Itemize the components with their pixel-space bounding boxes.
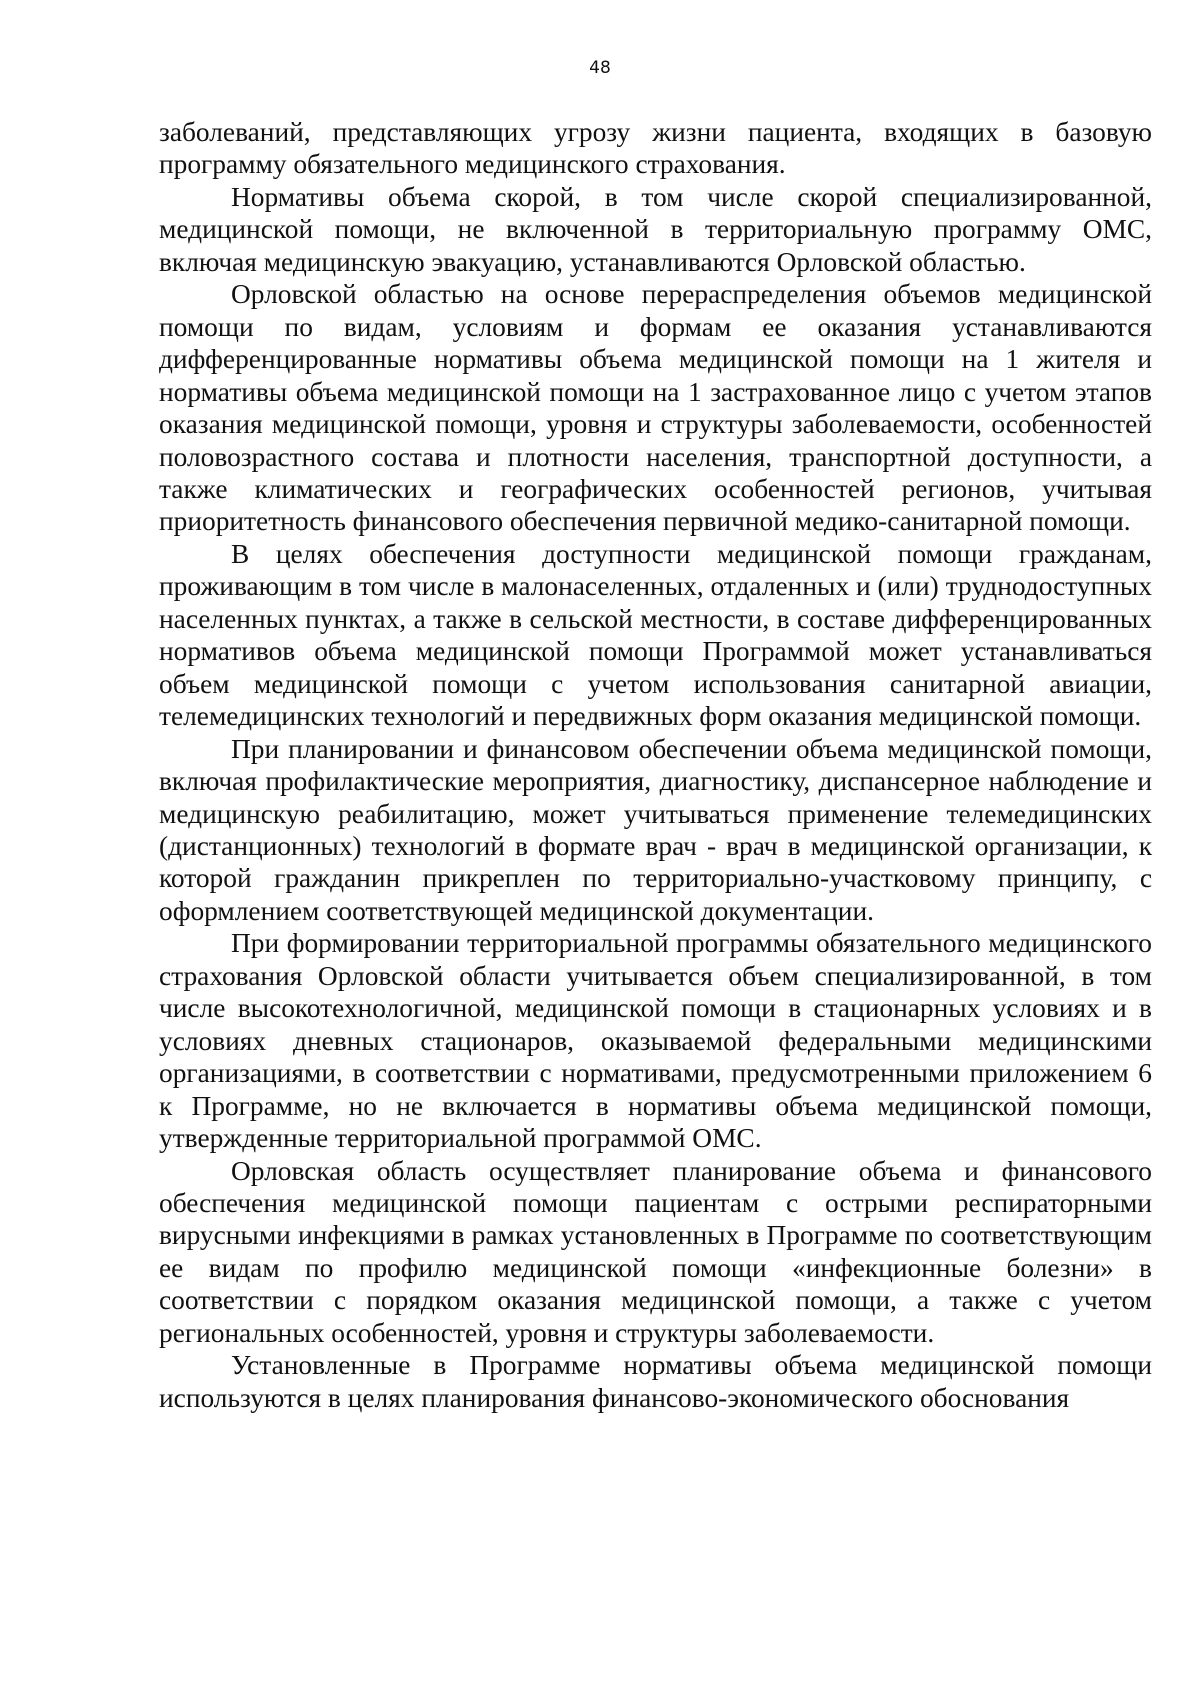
document-body xyxy=(159,116,1152,1414)
paragraph-5: При планировании и финансовом обеспечении объема медицинской помощи, включая профилактические мероприятия, диагностику, диспансерное наблюдение и медицинскую реабилитацию, может учитываться применение телемедицинских (дистанционных) технологий в формате врач - врач в медицинской организации, к которой гражданин прикреплен по территориально-участковому принципу, с оформлением соответствующей медицинской документации. xyxy=(159,733,1152,926)
paragraph-8: Установленные в Программе нормативы объема медицинской помощи используются в целях планирования финансово-экономического обоснования xyxy=(159,1350,1152,1413)
paragraph-1: заболеваний, представляющих угрозу жизни пациента, входящих в базовую программу обязательного медицинского страхования. xyxy=(159,117,1152,180)
page-number: 48 xyxy=(589,58,611,78)
paragraph-3: Орловской областью на основе перераспределения объемов медицинской помощи по видам, условиям и формам ее оказания устанавливаются дифференцированные нормативы объема медицинской помощи на 1 жителя и нормативы объема медицинской помощи на 1 застрахованное лицо с учетом этапов оказания медицинской помощи, уровня и структуры заболеваемости, особенностей половозрастного состава и плотности населения, транспортной доступности, а также климатических и географических особенностей регионов, учитывая приоритетность финансового обеспечения первичной медико-санитарной помощи. xyxy=(159,279,1152,537)
paragraph-2: Нормативы объема скорой, в том числе скорой специализированной, медицинской помощи, не включенной в территориальную программу ОМС, включая медицинскую эвакуацию, устанавливаются Орловской областью. xyxy=(159,181,1152,277)
paragraph-4: В целях обеспечения доступности медицинской помощи гражданам, проживающим в том числе в малонаселенных, отдаленных и (или) труднодоступных населенных пунктах, а также в сельской местности, в составе дифференцированных нормативов объема медицинской помощи Программой может устанавливаться объем медицинской помощи с учетом использования санитарной авиации, телемедицинских технологий и передвижных форм оказания медицинской помощи. xyxy=(159,538,1152,732)
paragraph-6: При формировании территориальной программы обязательного медицинского страхования Орловской области учитывается объем специализированной, в том числе высокотехнологичной, медицинской помощи в стационарных условиях и в условиях дневных стационаров, оказываемой федеральными медицинскими организациями, в соответствии с нормативами, предусмотренными приложением 6 к Программе, но не включается в нормативы объема медицинской помощи, утвержденные территориальной программой ОМС. xyxy=(159,928,1152,1154)
paragraph-7: Орловская область осуществляет планирование объема и финансового обеспечения медицинской помощи пациентам с острыми респираторными вирусными инфекциями в рамках установленных в Программе по соответствующим ее видам по профилю медицинской помощи «инфекционные болезни» в соответствии с порядком оказания медицинской помощи, а также с учетом региональных особенностей, уровня и структуры заболеваемости. xyxy=(159,1155,1152,1348)
